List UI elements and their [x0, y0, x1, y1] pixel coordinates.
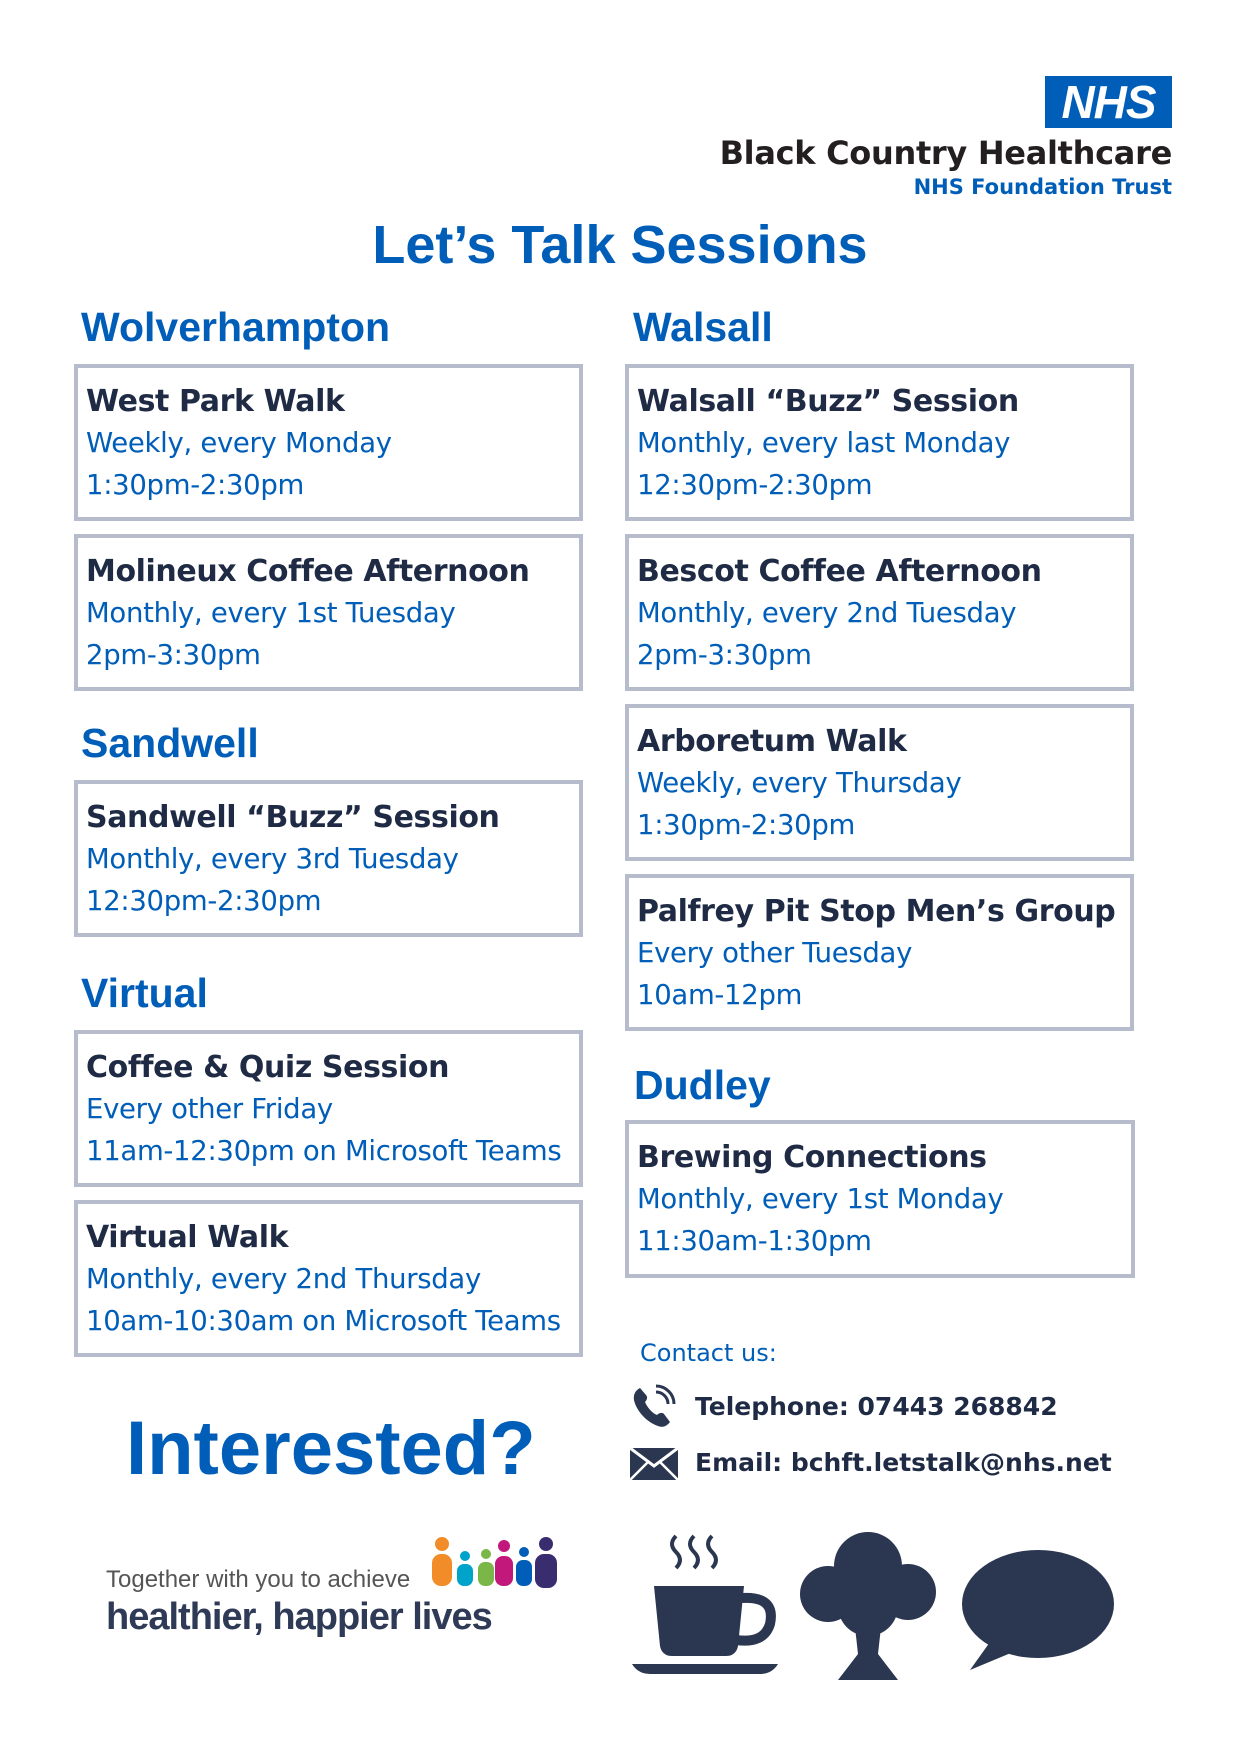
session-card-sandwell-buzz	[74, 780, 583, 937]
session-frequency: Monthly, every 3rd Tuesday	[86, 843, 459, 875]
session-card-arboretum-walk	[625, 704, 1134, 861]
session-time: 2pm-3:30pm	[86, 639, 261, 671]
region-heading-sandwell: Sandwell	[81, 720, 259, 766]
session-time: 12:30pm-2:30pm	[86, 885, 322, 917]
speech-bubble-icon	[950, 1546, 1116, 1672]
contact-email: Email: bchft.letstalk@nhs.net	[695, 1448, 1112, 1477]
session-frequency: Monthly, every 2nd Thursday	[86, 1263, 481, 1295]
session-name: Molineux Coffee Afternoon	[86, 554, 530, 589]
region-heading-virtual: Virtual	[81, 970, 208, 1016]
session-time: 11:30am-1:30pm	[637, 1225, 872, 1257]
session-time: 10am-12pm	[637, 979, 803, 1011]
session-time: 11am-12:30pm on Microsoft Teams	[86, 1135, 562, 1167]
region-heading-dudley: Dudley	[634, 1062, 771, 1108]
session-name: Coffee & Quiz Session	[86, 1050, 450, 1085]
people-group-icon	[430, 1534, 564, 1596]
session-time: 12:30pm-2:30pm	[637, 469, 873, 501]
region-heading-wolverhampton: Wolverhampton	[81, 304, 391, 350]
session-card-walsall-buzz	[625, 364, 1134, 521]
session-name: Bescot Coffee Afternoon	[637, 554, 1042, 589]
session-name: Palfrey Pit Stop Men’s Group	[637, 894, 1116, 929]
session-card-virtual-walk	[74, 1200, 583, 1357]
session-frequency: Every other Friday	[86, 1093, 333, 1125]
contact-label: Contact us:	[640, 1339, 777, 1367]
session-name: Arboretum Walk	[637, 724, 907, 759]
session-card-palfrey-pit-stop	[625, 874, 1134, 1031]
session-frequency: Monthly, every 2nd Tuesday	[637, 597, 1017, 629]
session-frequency: Weekly, every Monday	[86, 427, 392, 459]
session-card-bescot-coffee	[625, 534, 1134, 691]
session-name: Sandwell “Buzz” Session	[86, 800, 500, 835]
tagline-line1: Together with you to achieve	[106, 1566, 411, 1593]
session-card-molineux-coffee	[74, 534, 583, 691]
trust-name: Black Country Healthcare	[719, 134, 1172, 172]
session-name: West Park Walk	[86, 384, 345, 419]
session-time: 2pm-3:30pm	[637, 639, 812, 671]
phone-icon	[630, 1384, 678, 1430]
tree-icon	[798, 1528, 940, 1684]
tagline-line2: healthier, happier lives	[106, 1596, 492, 1638]
page-title: Let’s Talk Sessions	[372, 215, 868, 275]
session-time: 10am-10:30am on Microsoft Teams	[86, 1305, 561, 1337]
contact-telephone: Telephone: 07443 268842	[695, 1392, 1058, 1421]
session-frequency: Every other Tuesday	[637, 937, 913, 969]
session-time: 1:30pm-2:30pm	[86, 469, 305, 501]
envelope-icon	[628, 1446, 680, 1482]
session-card-west-park-walk	[74, 364, 583, 521]
nhs-logo: NHS	[1045, 76, 1172, 128]
trust-subtitle: NHS Foundation Trust	[913, 175, 1172, 199]
session-frequency: Monthly, every 1st Tuesday	[86, 597, 456, 629]
region-heading-walsall: Walsall	[633, 304, 773, 350]
session-card-coffee-quiz	[74, 1030, 583, 1187]
coffee-cup-icon	[626, 1528, 786, 1678]
session-card-brewing-connections	[625, 1120, 1135, 1278]
session-time: 1:30pm-2:30pm	[637, 809, 856, 841]
session-frequency: Monthly, every 1st Monday	[637, 1183, 1004, 1215]
interested-heading: Interested?	[126, 1406, 536, 1491]
session-frequency: Monthly, every last Monday	[637, 427, 1011, 459]
session-name: Brewing Connections	[637, 1140, 987, 1175]
session-name: Walsall “Buzz” Session	[637, 384, 1019, 419]
session-name: Virtual Walk	[86, 1220, 289, 1255]
session-frequency: Weekly, every Thursday	[637, 767, 962, 799]
